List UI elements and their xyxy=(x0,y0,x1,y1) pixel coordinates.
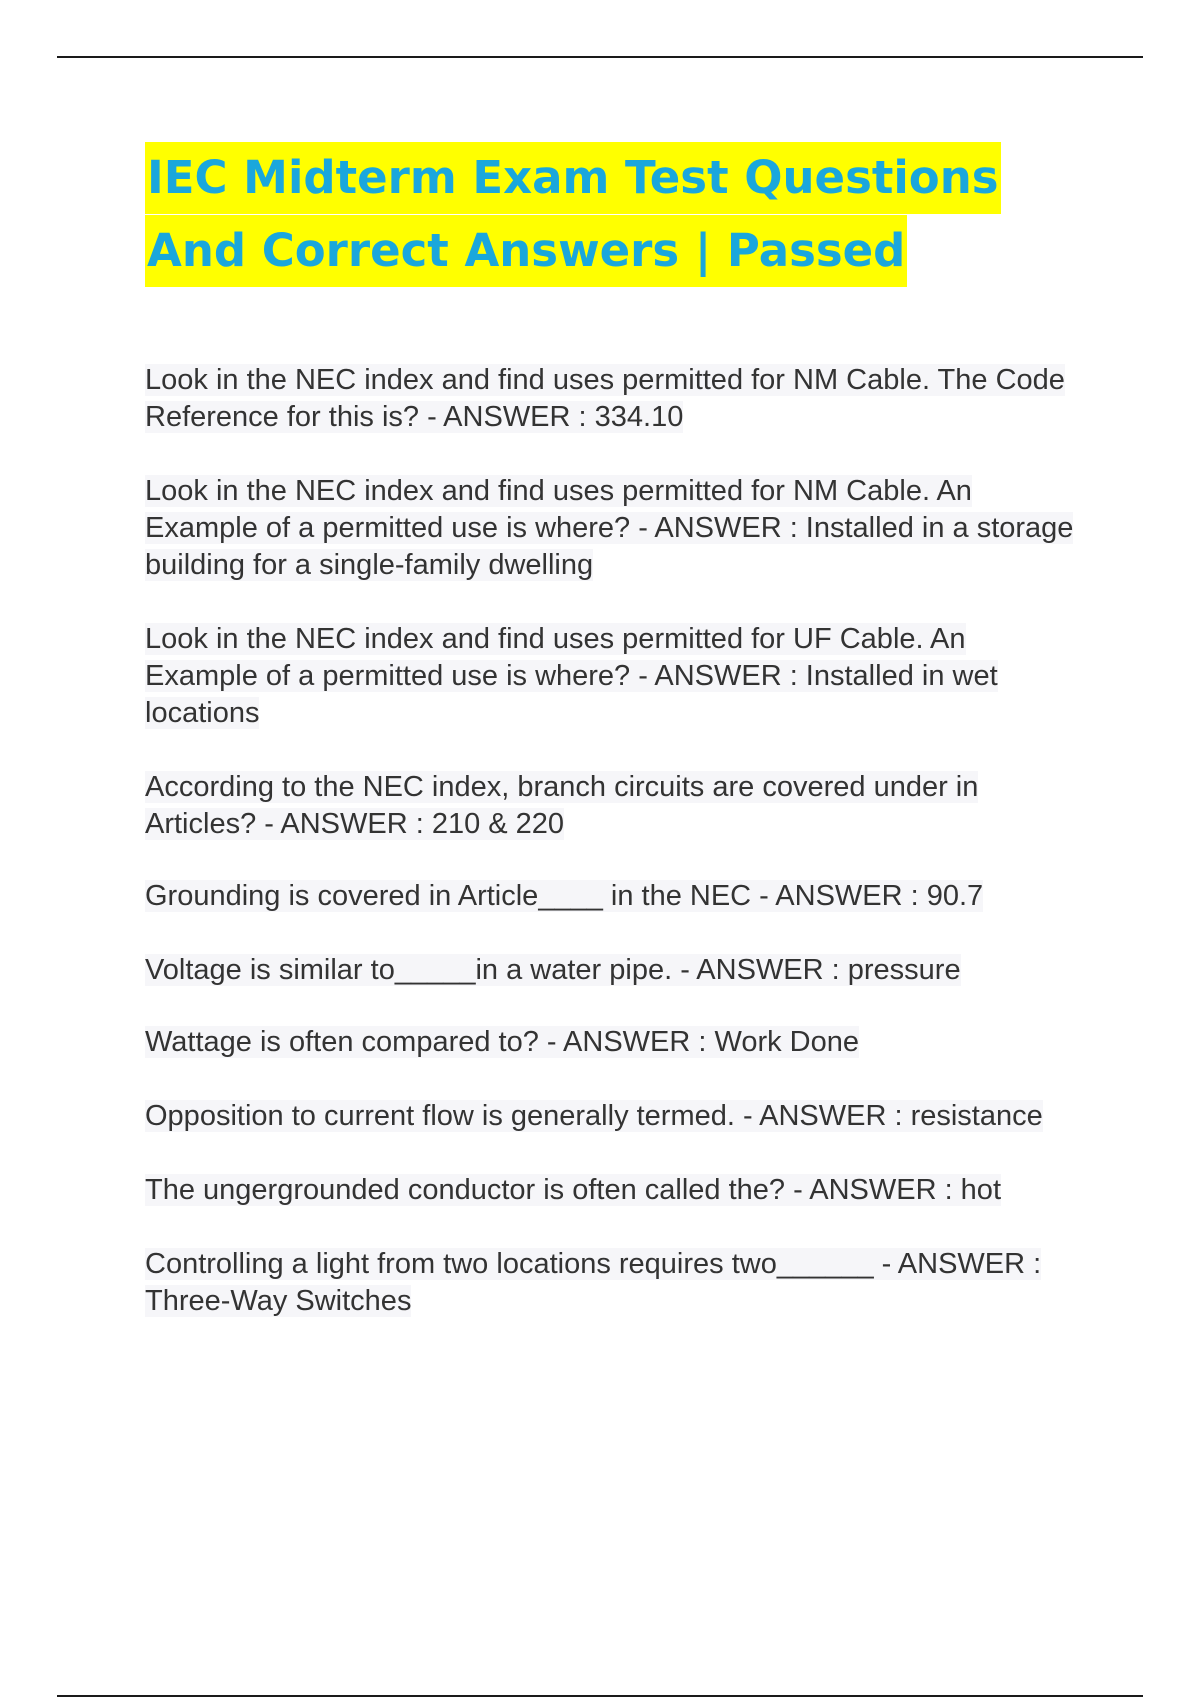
qa-item xyxy=(145,769,1085,843)
qa-item xyxy=(145,1246,1085,1320)
qa-text: Controlling a light from two locations requires two______ - ANSWER : Three-Way Switches xyxy=(145,1248,1042,1317)
qa-text: Look in the NEC index and find uses permitted for UF Cable. An Example of a permitted use is where? - ANSWER : Installed in wet locations xyxy=(145,623,998,729)
qa-text: Voltage is similar to_____in a water pipe. - ANSWER : pressure xyxy=(145,954,961,986)
footer-rule xyxy=(57,1695,1143,1697)
qa-text: The ungergrounded conductor is often called the? - ANSWER : hot xyxy=(145,1174,1001,1206)
qa-text: Grounding is covered in Article____ in the NEC - ANSWER : 90.7 xyxy=(145,880,984,912)
qa-text: Wattage is often compared to? - ANSWER : Work Done xyxy=(145,1026,860,1058)
qa-text: Look in the NEC index and find uses permitted for NM Cable. The Code Reference for this is? - ANSWER : 334.10 xyxy=(145,364,1065,433)
qa-text: Opposition to current flow is generally termed. - ANSWER : resistance xyxy=(145,1100,1043,1132)
qa-item xyxy=(145,362,1085,436)
title-line-1: IEC Midterm Exam Test Questions xyxy=(145,142,1001,214)
document-title xyxy=(145,142,1095,288)
qa-item xyxy=(145,621,1085,732)
qa-text: According to the NEC index, branch circuits are covered under in Articles? - ANSWER : 210 & 220 xyxy=(145,771,979,840)
qa-item xyxy=(145,1172,1085,1209)
qa-item xyxy=(145,473,1085,584)
qa-text: Look in the NEC index and find uses permitted for NM Cable. An Example of a permitted use is where? - ANSWER : Installed in a storage building for a single-family dwelling xyxy=(145,475,1074,581)
qa-item xyxy=(145,952,1085,989)
qa-item xyxy=(145,1098,1085,1135)
title-line-2: And Correct Answers | Passed xyxy=(145,215,907,287)
qa-item xyxy=(145,1024,1085,1061)
qa-item xyxy=(145,878,1085,915)
header-rule xyxy=(57,56,1143,58)
qa-list xyxy=(145,362,1085,1320)
